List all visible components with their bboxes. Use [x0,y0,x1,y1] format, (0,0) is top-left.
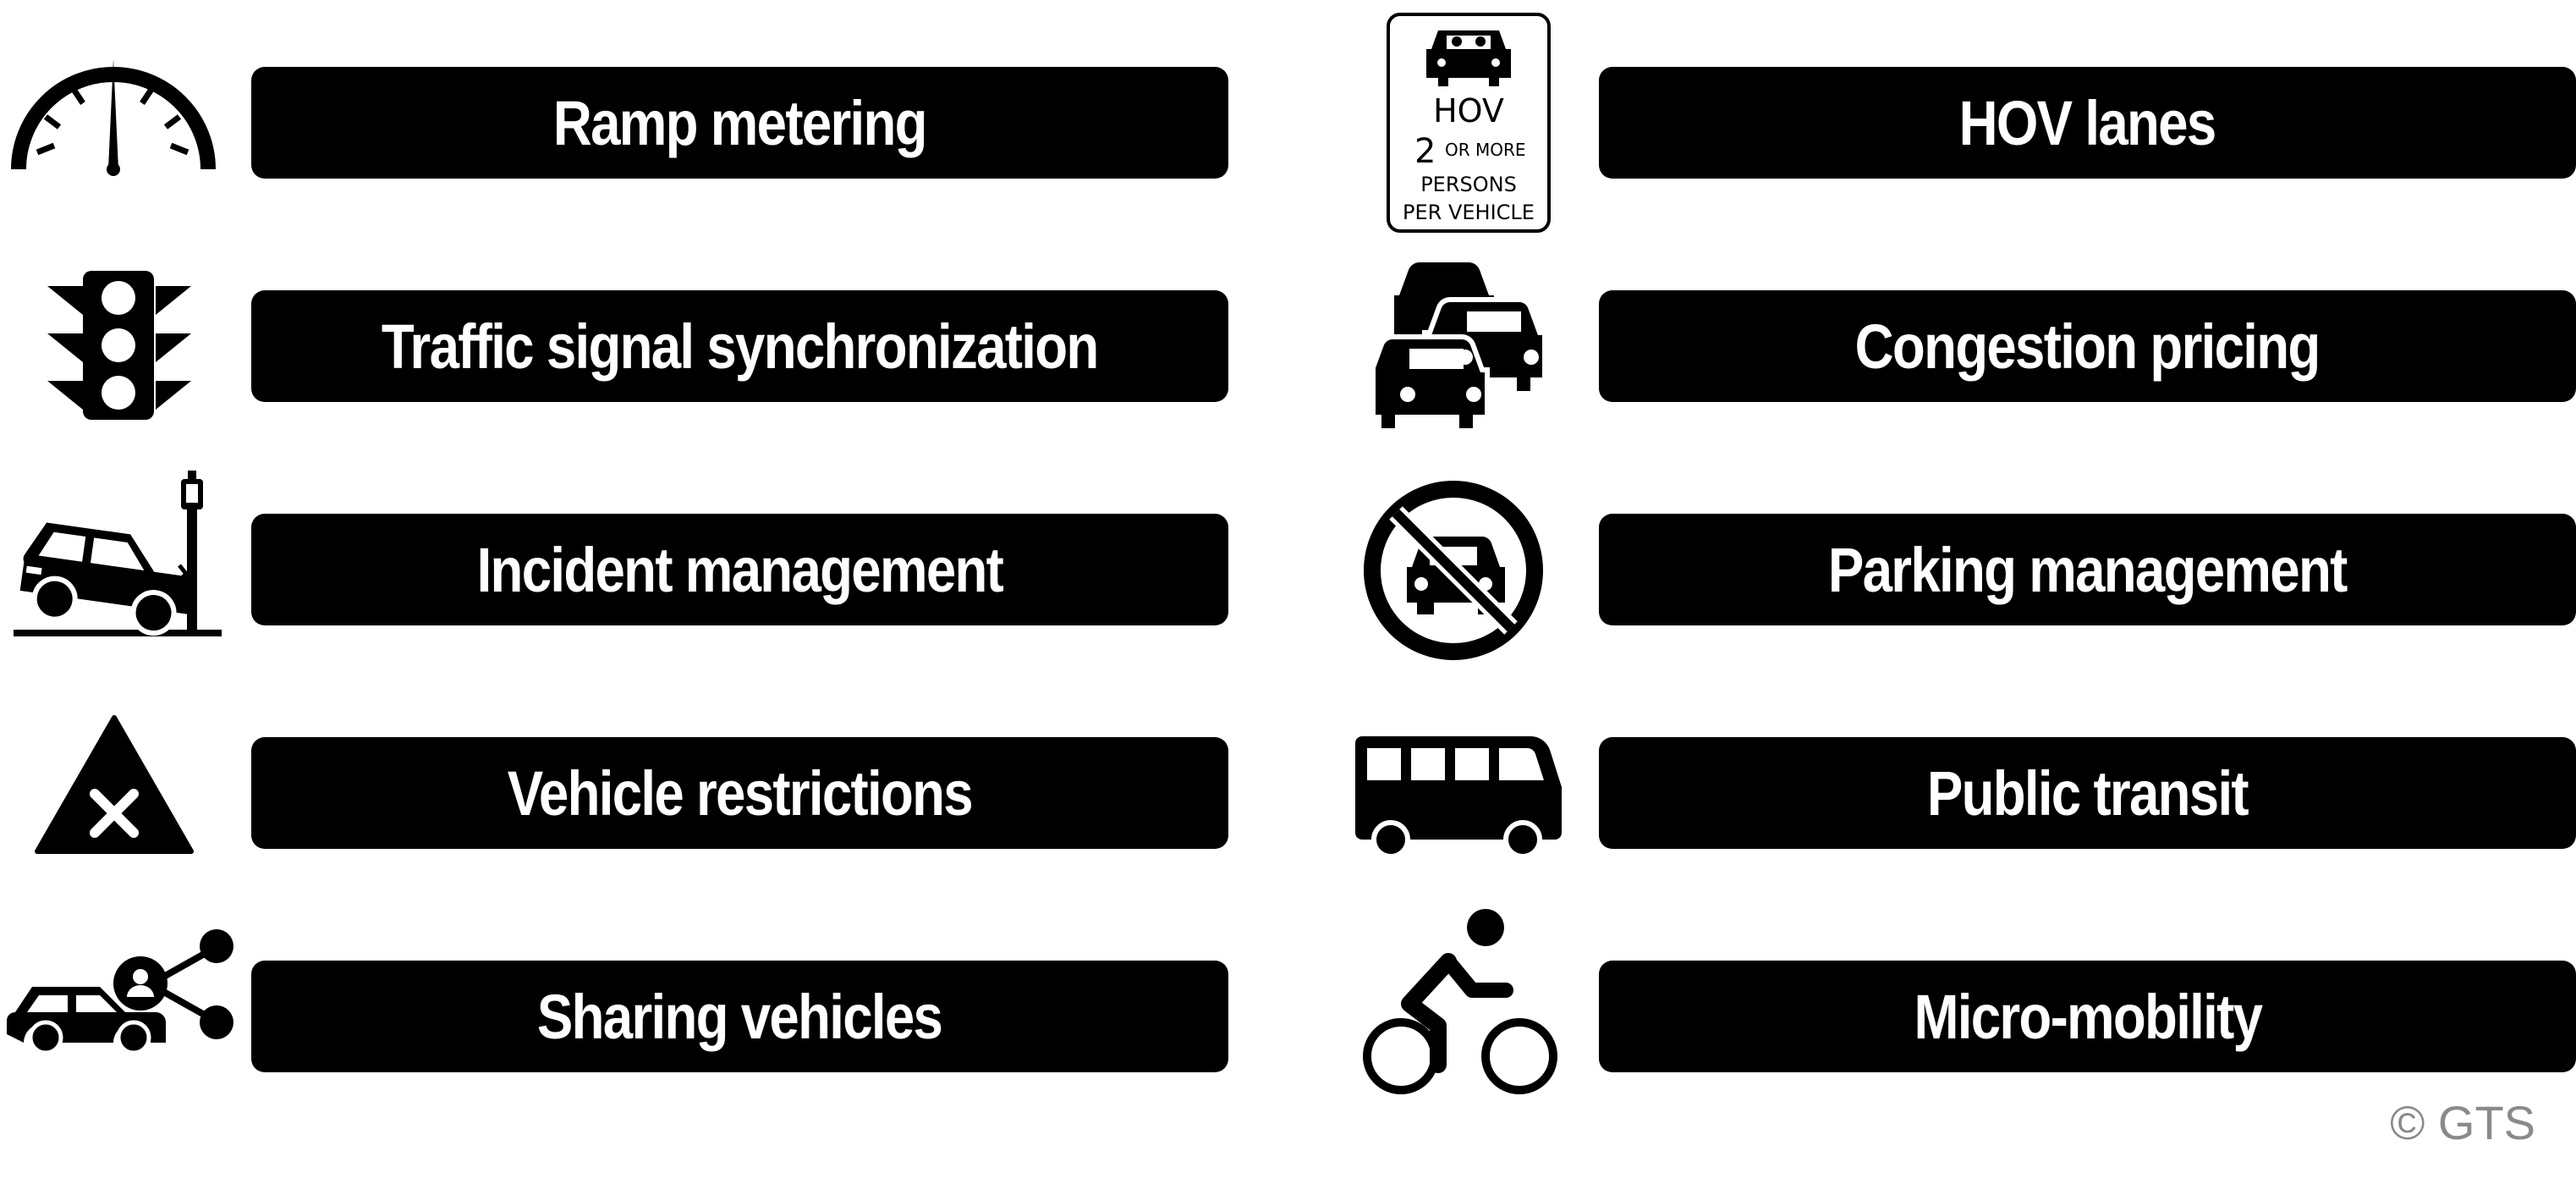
congestion-pricing-label: Congestion pricing [1599,290,2576,402]
public-transit-label: Public transit [1599,737,2576,849]
bus-icon [1355,736,1563,856]
hov-sign-line4: PER VEHICLE [1403,201,1535,224]
traffic-jam-icon [1376,256,1562,433]
hov-lanes-label: HOV lanes [1599,67,2576,179]
traffic-light-icon [47,271,191,420]
cyclist-icon [1360,907,1560,1100]
copyright-text: © GTS [2390,1096,2535,1149]
parking-management-label: Parking management [1599,514,2576,625]
hov-sign-line2: OR MORE [1445,140,1526,160]
hov-sign-line3: PERSONS [1420,173,1517,196]
speedometer-icon [7,51,218,178]
micro-mobility-label: Micro-mobility [1599,961,2576,1072]
restriction-sign-icon [34,714,195,855]
ramp-metering-label: Ramp metering [251,67,1228,179]
sharing-vehicles-label: Sharing vehicles [251,961,1228,1072]
car-crash-icon [14,464,225,642]
hov-sign-icon [1386,12,1552,234]
hov-sign-number: 2 [1414,132,1436,171]
vehicle-restrictions-label: Vehicle restrictions [251,737,1228,849]
hov-sign-line1: HOV [1433,92,1504,129]
incident-management-label: Incident management [251,514,1228,625]
traffic-signal-label: Traffic signal synchronization [251,290,1228,402]
car-sharing-icon [5,919,242,1077]
no-parking-icon [1362,479,1545,662]
